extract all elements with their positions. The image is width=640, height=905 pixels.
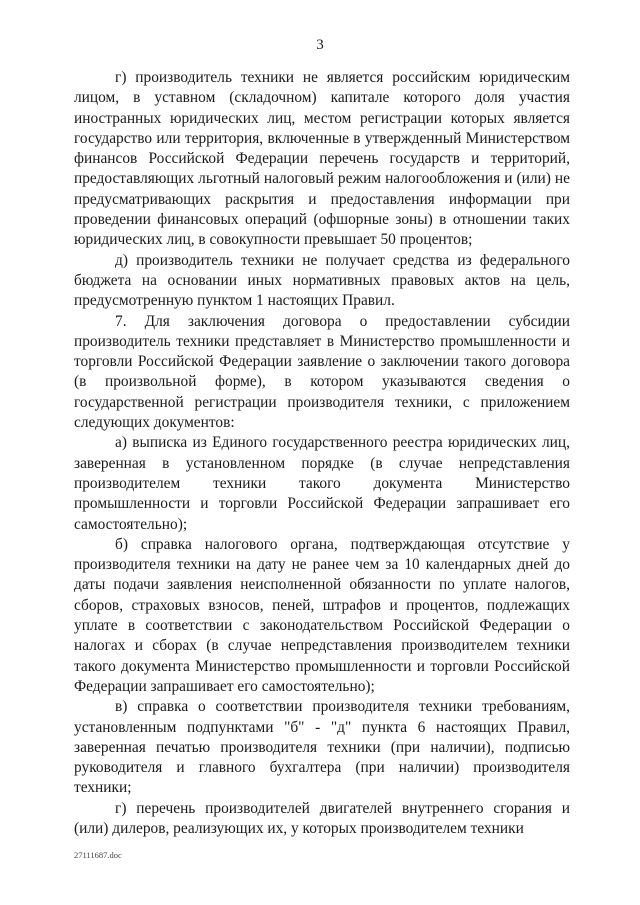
paragraph-subitem-v-compliance-certificate: в) справка о соответствии производителя техники требованиям, установленным подпунктами "б" - "д" пункта 6 настоящих Правил, заверенная печатью производителя техники (при наличии), подписью руководителя и главного бухгалтера (при наличии) производителя техники; — [74, 698, 570, 797]
paragraph-item-7: 7. Для заключения договора о предоставлении субсидии производитель техники представляет в Министерство промышленности и торговли Российской Федерации заявление о заключении такого договора (в произвольной форме), в котором указываются сведения о государственной регистрации производителя техники, с приложением следующих документов: — [74, 312, 570, 432]
paragraph-subitem-d-budget: д) производитель техники не получает средства из федерального бюджета на основании иных нормативных правовых актов на цель, предусмотренную пунктом 1 настоящих Правил. — [74, 251, 570, 310]
document-file-code: 27111687.doc — [74, 850, 122, 860]
paragraph-subitem-g-engine-list: г) перечень производителей двигателей внутреннего сгорания и (или) дилеров, реализующих их, у которых производителем техники — [74, 799, 570, 837]
page-number: 3 — [316, 37, 324, 53]
paragraph-subitem-g-offshore: г) производитель техники не является российским юридическим лицом, в уставном (складочном) капитале которого доля участия иностранных юридических лиц, местом регистрации которых является государство или территория, включенные в утвержденный Министерством финансов Российской Федерации перечень государств и территорий, предоставляющих льготный налоговый режим налогообложения и (или) не предусматривающих раскрытия и предоставления информации при проведении финансовых операций (офшорные зоны) в отношении таких юридических лиц, в совокупности превышает 50 процентов; — [74, 69, 570, 249]
paragraph-subitem-b-tax-certificate: б) справка налогового органа, подтверждающая отсутствие у производителя техники на дату не ранее чем за 10 календарных дней до даты подачи заявления неисполненной обязанности по уплате налогов, сборов, страховых взносов, пеней, штрафов и процентов, подлежащих уплате в соответствии с законодательством Российской Федерации о налогах и сборах (в случае непредставления производителем техники такого документа Министерство промышленности и торговли Российской Федерации запрашивает его самостоятельно); — [74, 535, 570, 695]
paragraph-subitem-a-extract: а) выписка из Единого государственного реестра юридических лиц, заверенная в установленном порядке (в случае непредставления производителем техники такого документа Министерство промышленности и торговли Российской Федерации запрашивает его самостоятельно); — [74, 434, 570, 533]
document-body — [74, 68, 570, 839]
